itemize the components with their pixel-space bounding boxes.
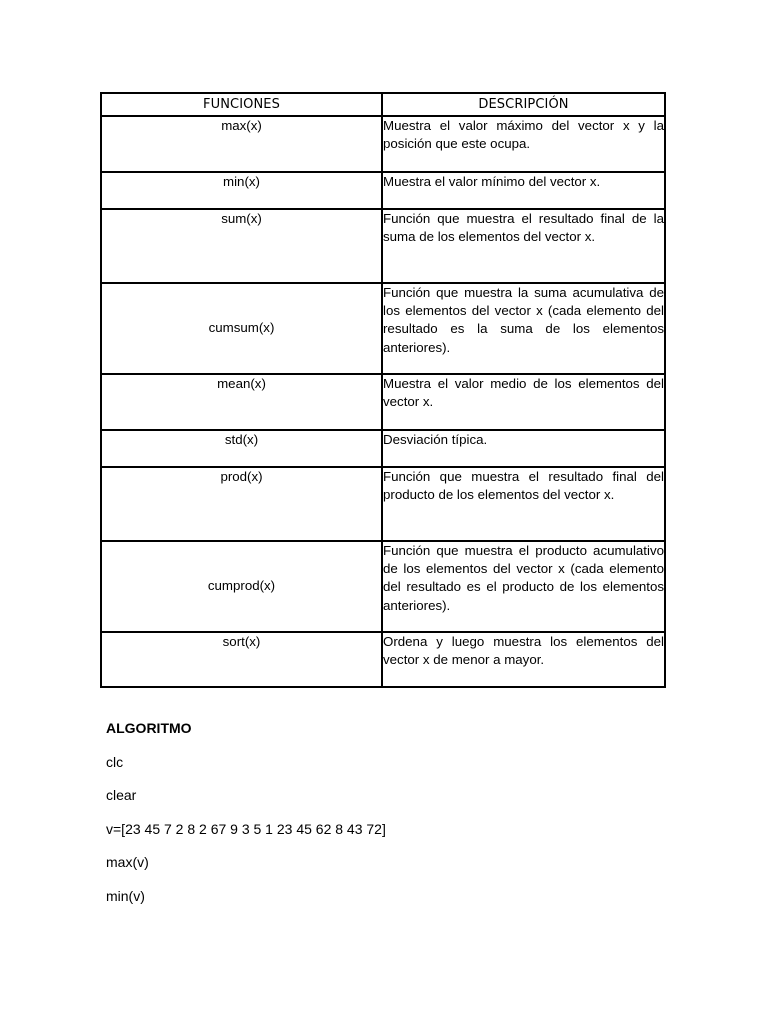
function-description: Función que muestra el resultado final del producto de los elementos del vector x. [382,467,665,541]
functions-table [100,92,666,688]
function-description: Función que muestra el producto acumulativo de los elementos del vector x (cada elemento del resultado es el producto de los elementos anteriores). [382,541,665,632]
function-name: sort(x) [101,632,382,687]
table-row [101,467,665,541]
table-row [101,632,665,687]
code-line: v=[23 45 7 2 8 2 67 9 3 5 1 23 45 62 8 43 72] [106,821,386,837]
table-header-row [101,93,665,116]
function-name: mean(x) [101,374,382,430]
table-row [101,541,665,632]
code-line: clc [106,754,124,770]
function-description: Ordena y luego muestra los elementos del vector x de menor a mayor. [382,632,665,687]
algorithm-heading: ALGORITMO [106,720,192,736]
table-row [101,116,665,172]
function-description: Muestra el valor medio de los elementos del vector x. [382,374,665,430]
function-description: Desviación típica. [382,430,665,467]
function-name: prod(x) [101,467,382,541]
function-name: cumsum(x) [101,283,382,374]
function-name: std(x) [101,430,382,467]
table-row [101,430,665,467]
code-line: clear [106,787,137,803]
table-row [101,374,665,430]
table-row [101,283,665,374]
function-name: cumprod(x) [101,541,382,632]
function-description: Muestra el valor máximo del vector x y la posición que este ocupa. [382,116,665,172]
header-funciones: FUNCIONES [101,93,382,116]
function-name: min(x) [101,172,382,209]
function-name: max(x) [101,116,382,172]
code-line: max(v) [106,854,149,870]
function-description: Función que muestra el resultado final de la suma de los elementos del vector x. [382,209,665,283]
table-row [101,209,665,283]
function-description: Función que muestra la suma acumulativa de los elementos del vector x (cada elemento del resultado es la suma de los elementos anteriores). [382,283,665,374]
code-line: min(v) [106,888,145,904]
header-descripcion: DESCRIPCIÓN [382,93,665,116]
function-name: sum(x) [101,209,382,283]
function-description: Muestra el valor mínimo del vector x. [382,172,665,209]
table-row [101,172,665,209]
